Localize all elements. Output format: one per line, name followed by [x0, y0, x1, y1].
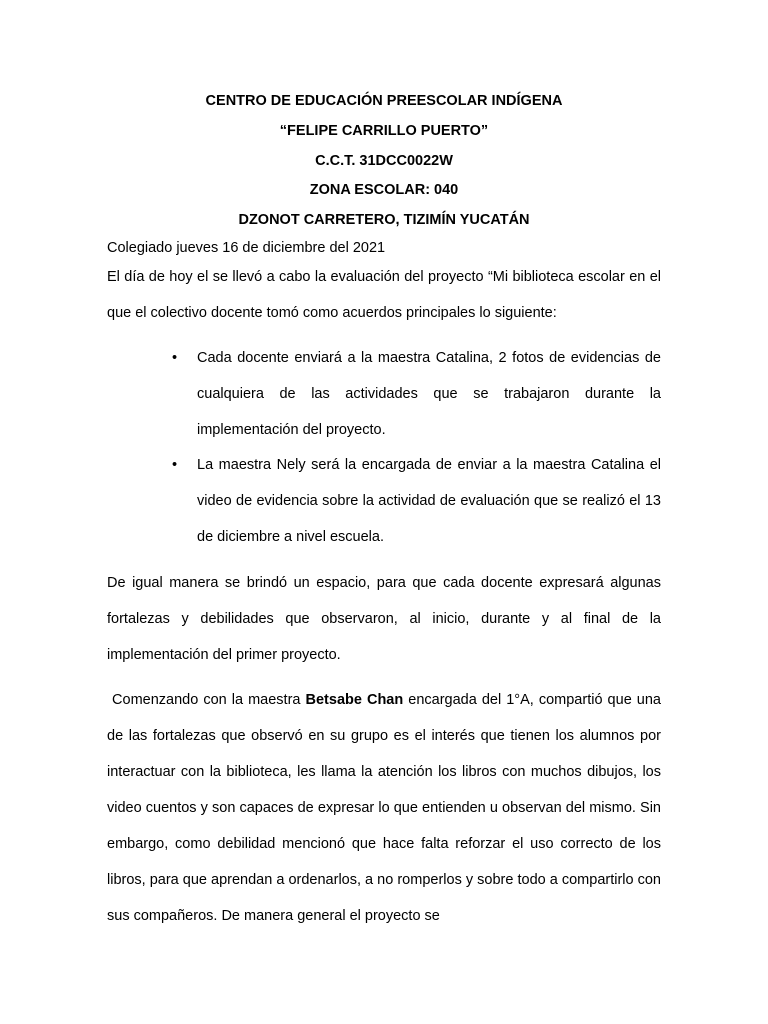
teacher-name: Betsabe Chan: [305, 692, 404, 708]
paragraph-betsabe: [107, 682, 661, 934]
paragraph-strengths: De igual manera se brindó un espacio, para que cada docente expresará algunas fortalezas y debilidades que observaron, al inicio, durante y al final de la implementación del primer proyecto.: [107, 575, 661, 663]
header-cct: C.C.T. 31DCC0022W: [315, 153, 453, 169]
bullet-icon: •: [172, 457, 178, 473]
header-zone: ZONA ESCOLAR: 040: [309, 182, 459, 198]
intro-paragraph: El día de hoy el se llevó a cabo la evaluación del proyecto “Mi biblioteca escolar en el que el colectivo docente tomó como acuerdos principales lo siguiente:: [107, 269, 661, 321]
header-school-name: CENTRO DE EDUCACIÓN PREESCOLAR INDÍGENA: [205, 93, 563, 109]
date-line: Colegiado jueves 16 de diciembre del 2021: [107, 240, 386, 256]
header-school-title: “FELIPE CARRILLO PUERTO”: [279, 123, 489, 139]
header-location: DZONOT CARRETERO, TIZIMÍN YUCATÁN: [238, 212, 530, 228]
bullet-item-1: Cada docente enviará a la maestra Catalina, 2 fotos de evidencias de cualquiera de las actividades que se trabajaron durante la implementación del proyecto.: [197, 350, 661, 438]
bullet-icon: •: [172, 350, 178, 366]
paragraph-prefix: Comenzando con la maestra: [107, 692, 306, 708]
paragraph-suffix: encargada del 1°A, compartió que una de las fortalezas que observó en su grupo es el interés que tienen los alumnos por interactuar con la biblioteca, les llama la atención los libros con muchos dibujos, los video cuentos y son capaces de expresar lo que entienden u observan del mismo. Sin embargo, como debilidad mencionó que hace falta reforzar el uso correcto de los libros, para que aprendan a ordenarlos, a no romperlos y sobre todo a compartirlo con sus compañeros. De manera general el proyecto se: [107, 692, 661, 924]
bullet-item-2: La maestra Nely será la encargada de enviar a la maestra Catalina el video de evidencia sobre la actividad de evaluación que se realizó el 13 de diciembre a nivel escuela.: [197, 457, 661, 545]
